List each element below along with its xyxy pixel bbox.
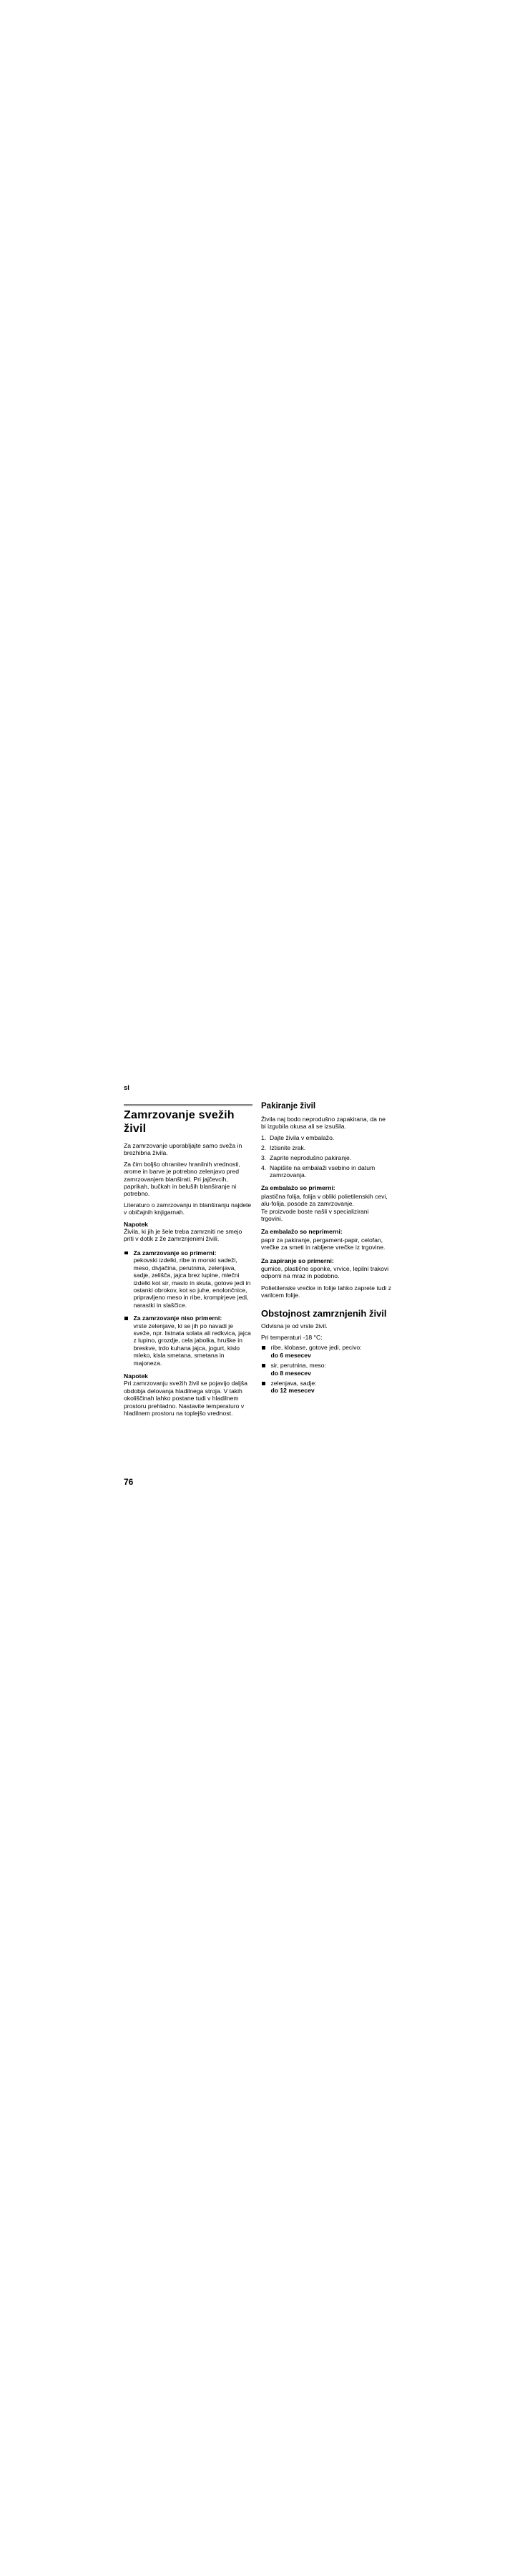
step-number: 1. — [261, 1133, 267, 1141]
closures-text: gumice, plastične sponke, vrvice, lepilni trakovi odporni na mraz in podobno. — [261, 1265, 389, 1280]
language-tag: sl — [124, 1084, 129, 1092]
list-item — [124, 1314, 252, 1367]
unsuitable-packaging-text: papir za pakiranje, pergament-papir, celofan, vrečke za smeti in rabljene vrečke iz trgovine. — [261, 1236, 386, 1252]
bullet-square-icon — [262, 1364, 265, 1367]
suitability-bullet-list — [124, 1249, 252, 1367]
durability-duration: do 6 mesecev — [270, 1351, 311, 1359]
paragraph: Za čim boljšo ohranitev hranilnih vrednosti, arome in barve je potrebno zelenjavo pred zamrzovanjem blanširati. Pri jajčevcih, paprikah, bučkah in beluših blanširanje ni potrebno. — [124, 1160, 240, 1198]
step-text: Napišite na embalaži vsebino in datum zamrzovanja. — [270, 1163, 376, 1179]
durability-condition: Pri temperaturi -18 °C: — [261, 1334, 323, 1342]
bullet-text: vrste zelenjave, ki se jih po navadi je sveže, npr. listnata solata ali redkvica, jajca z lupino, grozdje, cela jabolka, hruške in breskve, trdo kuhana jajca, jogurt, kislo mleko, kisla smetana, smetana in majoneza. — [133, 1322, 251, 1367]
list-item — [261, 1380, 391, 1395]
section-title-durability: Obstojnost zamrznjenih živil — [261, 1307, 387, 1319]
step-number: 4. — [261, 1163, 267, 1171]
step-text: Zaprite neprodušno pakiranje. — [270, 1153, 352, 1161]
note-text: Pri zamrzovanju svežih živil se pojavijo daljša obdobja delovanja hladilnega stroja. V takih okoliščinah lahko postane tudi v hladilnem prostoru prehladno. Nastavite temperaturo v hladilnem prostoru na toplejšo vrednost. — [124, 1380, 247, 1417]
bullet-square-icon — [124, 1252, 128, 1255]
suitable-packaging-note: Te proizvode boste našli v specializirani trgovini. — [261, 1207, 369, 1222]
note-text: Živila, ki jih je šele treba zamrzniti ne smejo priti v dotik z že zamrznjenimi živili. — [124, 1228, 242, 1243]
packing-steps-list — [261, 1134, 391, 1179]
note-label: Napotek — [124, 1220, 148, 1228]
page-number: 76 — [124, 1477, 134, 1487]
suitable-packaging-text: plastična folija, folija v obliki polietilenskih cevi, alu-folija, posode za zamrzovanje. — [261, 1192, 388, 1208]
list-item — [261, 1344, 391, 1359]
list-item — [261, 1362, 391, 1377]
bullet-lead: Za zamrzovanje so primerni: — [133, 1249, 217, 1257]
list-item — [261, 1154, 391, 1161]
paragraph: Za zamrzovanje uporabljajte samo sveža in brezhibna živila. — [124, 1142, 242, 1157]
page-title: Zamrzovanje svežih živil — [124, 1109, 235, 1135]
durability-intro: Odvisna je od vrste živil. — [261, 1322, 328, 1330]
paragraph: Literaturo o zamrzovanju in blanširanju najdete v običajnih knjigarnah. — [124, 1201, 252, 1216]
durability-duration: do 12 mesecev — [270, 1387, 315, 1395]
list-item — [261, 1164, 391, 1179]
list-item — [124, 1249, 252, 1309]
note-label: Napotek — [124, 1372, 148, 1380]
list-item — [261, 1144, 391, 1151]
durability-duration: do 8 mesecev — [270, 1369, 311, 1377]
durability-label: sir, perutnina, meso: — [270, 1362, 326, 1370]
bullet-square-icon — [262, 1346, 265, 1350]
step-text: Iztisnite zrak. — [270, 1143, 306, 1151]
durability-label: zelenjava, sadje: — [270, 1380, 317, 1387]
bullet-square-icon — [262, 1382, 265, 1385]
durability-label: ribe, klobase, gotove jedi, pecivo: — [270, 1344, 362, 1352]
suitable-packaging-lead: Za embalažo so primerni: — [261, 1184, 335, 1192]
durability-list — [261, 1344, 391, 1394]
page-content — [124, 1084, 392, 1487]
closures-lead: Za zapiranje so primerni: — [261, 1257, 334, 1264]
paragraph: Živila naj bodo neprodušno zapakirana, da ne bi izgubila okusa ali se izsušila. — [261, 1116, 386, 1131]
unsuitable-packaging-lead: Za embalažo so neprimerni: — [261, 1228, 343, 1236]
sealing-note: Polietilenske vrečke in folije lahko zaprete tudi z varilcem folije. — [261, 1284, 391, 1299]
step-number: 3. — [261, 1153, 267, 1161]
bullet-text: pekovski izdelki, ribe in morski sadeži, meso, divjačina, perutnina, zelenjava, sadje, zelišča, jajca brez lupine, mlečni izdelki kot sir, maslo in skuta, gotove jedi in ostanki obrokov, kot so juhe, enolončnice, pripravljeno meso in ribe, krompirjeve jedi, narastki in slaščice. — [133, 1257, 251, 1309]
bullet-lead: Za zamrzovanje niso primerni: — [133, 1314, 222, 1322]
list-item — [261, 1134, 391, 1141]
left-column — [124, 1108, 252, 1417]
step-text: Dajte živila v embalažo. — [270, 1133, 335, 1141]
bullet-square-icon — [124, 1317, 128, 1320]
step-number: 2. — [261, 1143, 267, 1151]
right-column — [261, 1102, 391, 1395]
section-title-packing: Pakiranje živil — [261, 1102, 316, 1111]
divider-rule — [124, 1104, 252, 1106]
